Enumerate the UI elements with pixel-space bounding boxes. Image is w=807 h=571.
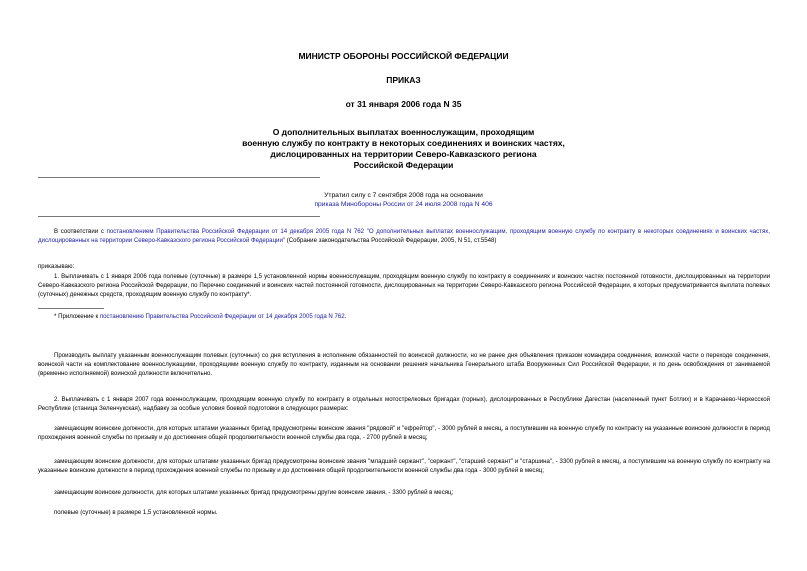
item-2: 2. Выплачивать с 1 января 2007 года военнослужащим, проходящим военную службу по контракту в отдельных мотострелковых бригадах (горных), дислоцированных в Республике Дагестан (населенный пункт Ботлих) и в Карачаево-Черкесской Республике (станица Зеленчукская), надбавку за особые условия боевой подготовки в следующих размерах: [38,396,770,413]
status-note [0,191,807,209]
sub-item-1: замещающим воинские должности, для которых штатами указанных бригад предусмотрены воинские звания "рядовой" и "ефрейтор", - 3000 рублей в месяц, а поступившим на военную службу по контракту на указанные воинские должности в период прохождения военной службы по призыву и до достижения общей продолжительности военной службы два года, - 2700 рублей в месяц; [38,425,770,442]
repeal-order-link[interactable]: приказа Минобороны России от 24 июля 2008 года N 406 [314,201,493,208]
decree-title-link[interactable]: "О дополнительных выплатах военнослужащим, проходящим военную службу по контракту в некоторых соединениях и воинских частях, дислоцированных на территории Северо-Кавказского региона Российской Федерации" [38,228,770,245]
title-line: военную службу по контракту в некоторых соединениях и воинских частях, [242,138,565,148]
preamble-pre: В соответствии с [54,228,107,235]
footnote-divider [38,308,104,309]
title-line: Российской Федерации [353,160,454,170]
footnote-post: . [344,313,347,320]
sub-item-4: полевые (суточные) в размере 1,5 установленной нормы. [54,509,218,516]
status-note-text: Утратил силу с 7 сентября 2008 года на основании [324,192,483,199]
sub-item-3: замещающим воинские должности, для которых штатами указанных бригад предусмотрены другие воинские звания, - 3300 рублей в месяц; [54,489,454,496]
divider [38,177,320,178]
divider [38,216,320,217]
authority-heading: МИНИСТР ОБОРОНЫ РОССИЙСКОЙ ФЕДЕРАЦИИ [298,51,509,61]
sub-item-2: замещающим воинские должности, для которых штатами указанных бригад предусмотрены воинские звания "младший сержант", "сержант", "старший сержант" и "старшина", - 3300 рублей в месяц, а поступившим на военную службу по контракту на указанные воинские должности в период прохождения военной службы по призыву и до достижения общей продолжительности военной службы два года - 3000 рублей в месяц; [38,458,770,475]
payment-paragraph: Производить выплату указанным военнослужащим полевых (суточных) со дня вступления в исполнение обязанностей по воинской должности, но не ранее дня объявления приказом командира соединения, воинской части о переходе соединения, воинской части на комплектование военнослужащими, проходящими военную службу по контракту, изданным на основании решения начальника Генерального штаба Вооруженных Сил Российской Федерации, и по день освобождения от занимаемой (временно исполняемой) воинской должности включительно. [38,352,770,378]
order-word: приказываю: [38,263,75,270]
document-title [0,127,807,171]
footnote [38,312,770,321]
footnote-decree-link[interactable]: постановлению Правительства Российской Федерации от 14 декабря 2005 года N 762 [99,313,345,320]
item-1: 1. Выплачивать с 1 января 2006 года полевые (суточные) в размере 1,5 установленной нормы военнослужащим, проходящим военную службу по контракту в соединениях и воинских частях постоянной готовности, дислоцированных на территории Северо-Кавказского региона Российской Федерации, по Перечню соединений и воинских частей постоянной готовности, дислоцированных на территории Северо-Кавказского региона Российской Федерации, в которых предусматривается выплата полевых (суточных) денежных средств, проходящим военную службу по контракту*. [38,273,770,299]
date-number: от 31 января 2006 года N 35 [345,99,462,109]
government-decree-link[interactable]: постановлением Правительства Российской Федерации от 14 декабря 2005 года N 762 [106,228,365,235]
title-line: дислоцированных на территории Северо-Кавказского региона [270,149,537,159]
footnote-pre: * Приложение к [54,313,100,320]
preamble-post: (Собрание законодательства Российской Федерации, 2005, N 51, ст.5548) [285,237,497,245]
title-line: О дополнительных выплатах военнослужащим, проходящим [272,127,535,137]
preamble-paragraph [38,227,770,245]
document-type: ПРИКАЗ [386,75,421,85]
